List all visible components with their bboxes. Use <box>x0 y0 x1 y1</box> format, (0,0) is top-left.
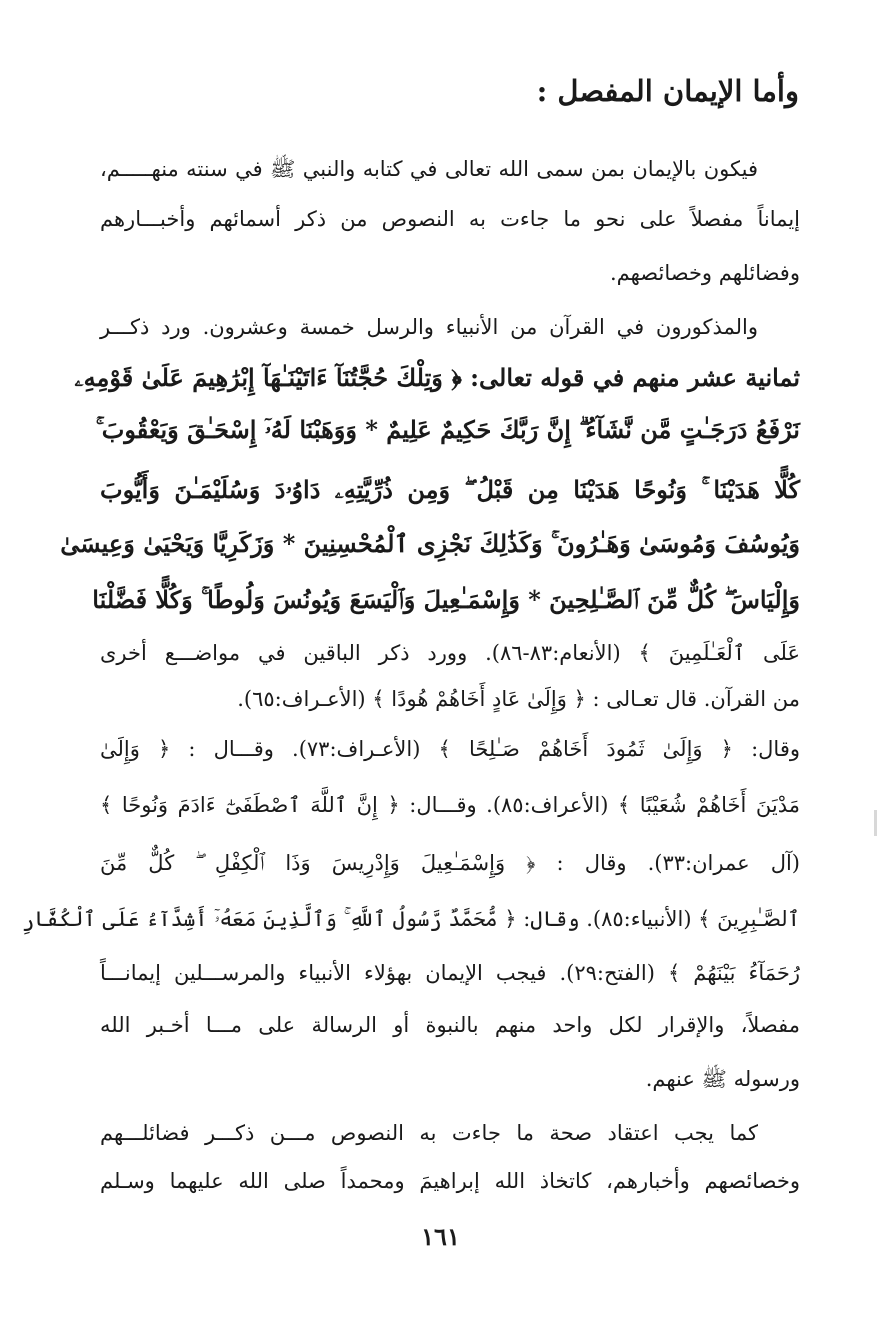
paragraph-line: والمذكورون في القرآن من الأنبياء والرسل خمسة وعشرون. ورد ذكـــر <box>100 315 758 339</box>
verse-line: وَيُوسُفَ وَمُوسَىٰ وَهَـٰرُونَ ۚ وَكَذَٰلِكَ نَجْزِى ٱلْمُحْسِنِينَ * وَزَكَرِيَّا وَيَحْيَىٰ وَعِيسَىٰ <box>60 529 800 558</box>
paragraph-line: مفصلاً، والإقرار لكل واحد منهم بالنبوة أو الرسالة على مـــا أخـبر الله <box>100 1013 800 1037</box>
paragraph-line: مَدْيَنَ أَخَاهُمْ شُعَيْبًا ﴾ (الأعراف:٨٥). وقـــال: ﴿ إِنَّ ٱللَّهَ ٱصْطَفَىٰٓ ءَادَمَ وَنُوحًا ﴾ <box>100 793 800 817</box>
paragraph-line: ٱلصَّـٰبِرِينَ ﴾ (الأنبياء:٨٥). وقال: ﴿ مُّحَمَّدٌ رَّسُولُ ٱللَّهِ ۚ وَٱلَّذِينَ مَعَهُۥٓ أَشِدَّآءُ عَلَى ٱلْكُفَّارِ <box>21 907 800 931</box>
paragraph-line: ورسوله ﷺ عنهم. <box>645 1067 800 1091</box>
paragraph-line: إيماناً مفصلاً على نحو ما جاءت به النصوص من ذكر أسمائهم وأخبـــارهم <box>100 207 800 231</box>
paragraph-line: وقال: ﴿ وَإِلَىٰ ثَمُودَ أَخَاهُمْ صَـٰلِحًا ﴾ (الأعـراف:٧٣). وقـــال : ﴿ وَإِلَىٰ <box>100 737 800 761</box>
scan-edge-mark <box>874 810 877 836</box>
paragraph-line: وفضائلهم وخصائصهم. <box>609 261 800 285</box>
verse-line: وَإِلْيَاسَ ۖ كُلٌّ مِّنَ ٱلصَّـٰلِحِينَ * وَإِسْمَـٰعِيلَ وَٱلْيَسَعَ وَيُونُسَ وَلُوطًا ۚ وَكُلًّا فَضَّلْنَا <box>92 585 800 614</box>
verse-line: نَرْفَعُ دَرَجَـٰتٍ مَّن نَّشَآءُ ۗ إِنَّ رَبَّكَ حَكِيمٌ عَلِيمٌ * وَوَهَبْنَا لَهُۥٓ إِسْحَـٰقَ وَيَعْقُوبَ ۚ <box>95 415 800 444</box>
verse-line: ثمانية عشر منهم في قوله تعالى: ﴿ وَتِلْكَ حُجَّتُنَآ ءَاتَيْنَـٰهَآ إِبْرَٰهِيمَ عَلَىٰ قَوْمِهِۦ <box>74 363 800 392</box>
paragraph-line: فيكون بالإيمان بمن سمى الله تعالى في كتابه والنبي ﷺ في سنته منهـــــم، <box>100 157 758 181</box>
page-number: ١٦١ <box>421 1222 460 1251</box>
paragraph-line: وخصائصهم وأخبارهم، كاتخاذ الله إبراهيمَ ومحمداً صلى الله عليهما وسـلم <box>100 1169 800 1193</box>
paragraph-line: رُحَمَآءُ بَيْنَهُمْ ﴾ (الفتح:٢٩). فيجب الإيمان بهؤلاء الأنبياء والمرســـلين إيمانـــاً <box>100 961 801 985</box>
paragraph-line: عَلَى ٱلْعَـٰلَمِينَ ﴾ (الأنعام:٨٣-٨٦). وورد ذكر الباقين في مواضـــع أخرى <box>100 641 800 665</box>
paragraph-line: (آل عمران:٣٣). وقال : ﴿ وَإِسْمَـٰعِيلَ وَإِدْرِيسَ وَذَا ٱلْكِفْلِ ۖ كُلٌّ مِّنَ <box>100 851 800 875</box>
paragraph-line: كما يجب اعتقاد صحة ما جاءت به النصوص مـــن ذكـــر فضائلـــهم <box>100 1121 758 1145</box>
section-heading: وأما الإيمان المفصل : <box>536 74 799 108</box>
paragraph-line: من القرآن. قال تعـالى : ﴿ وَإِلَىٰ عَادٍ أَخَاهُمْ هُودًا ﴾ (الأعـراف:٦٥). <box>237 687 800 711</box>
verse-line: كُلًّا هَدَيْنَا ۚ وَنُوحًا هَدَيْنَا مِن قَبْلُ ۖ وَمِن ذُرِّيَّتِهِۦ دَاوُۥدَ وَسُلَيْمَـٰنَ وَأَيُّوبَ <box>100 475 800 504</box>
